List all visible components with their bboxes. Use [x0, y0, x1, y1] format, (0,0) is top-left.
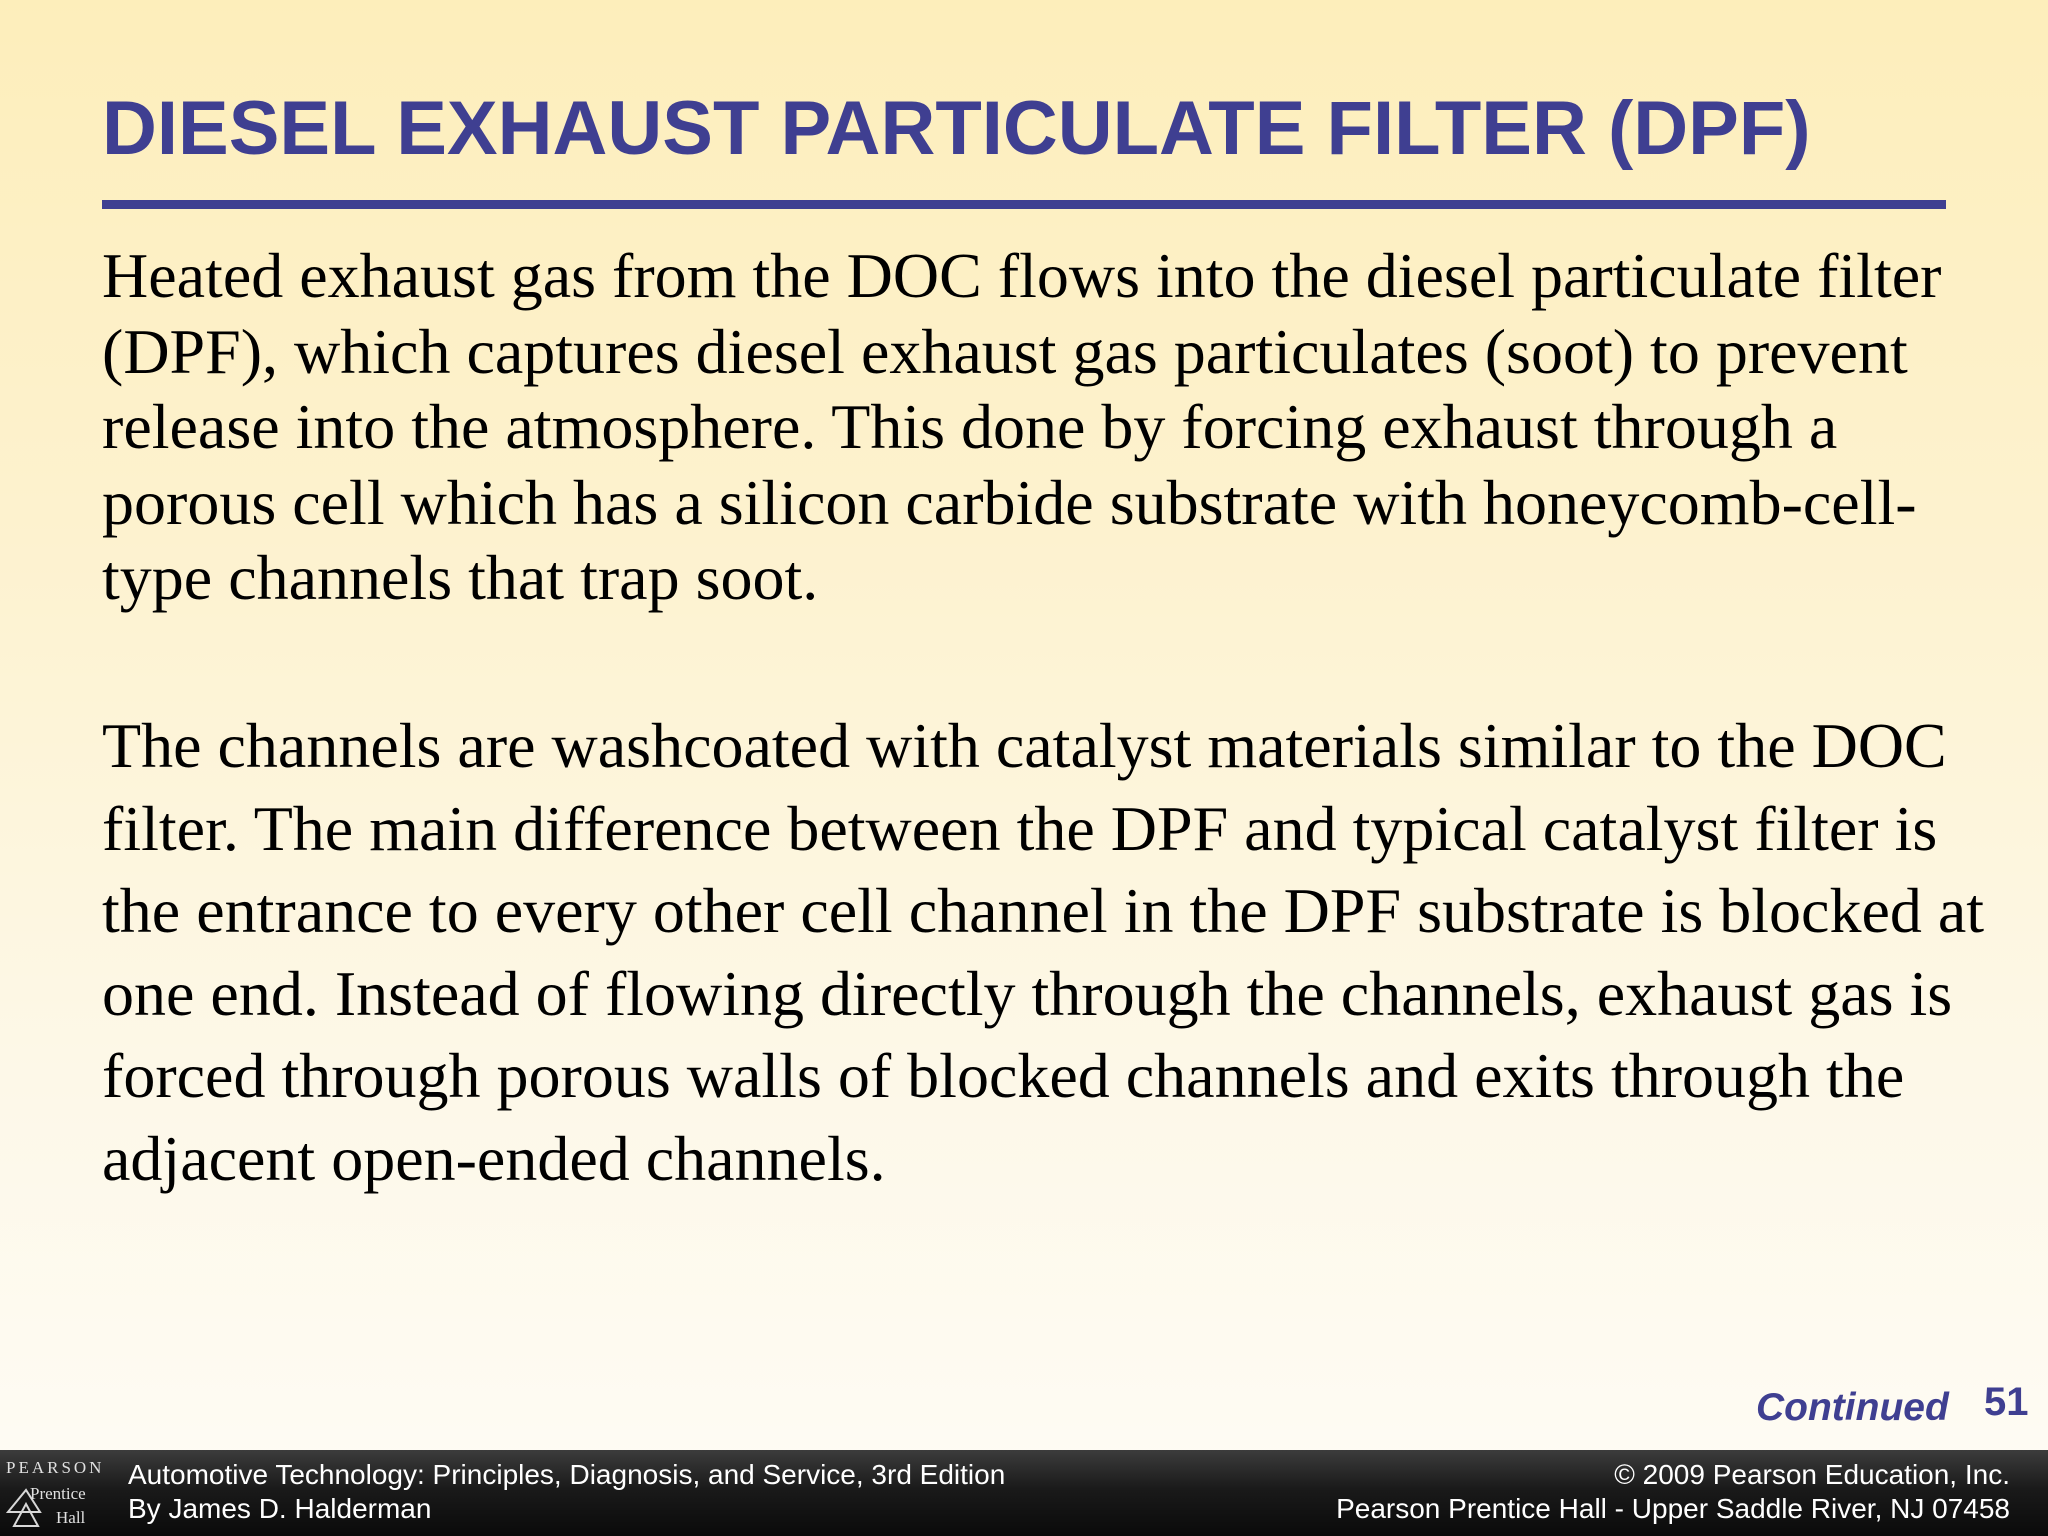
pearson-prentice-hall-logo: [0, 1450, 104, 1536]
logo-wordmark-line1: Prentice: [30, 1484, 86, 1503]
logo-wordmark-line2: Hall: [56, 1508, 86, 1527]
logo-brand-text: PEARSON: [6, 1458, 105, 1477]
footer-bar: [0, 1450, 2048, 1536]
page-number: 51: [1984, 1380, 2029, 1424]
slide-title: DIESEL EXHAUST PARTICULATE FILTER (DPF): [102, 86, 1811, 171]
body-paragraph-1: Heated exhaust gas from the DOC flows into the diesel particulate filter (DPF), which captures diesel exhaust gas particulates (soot) to prevent release into the atmosphere. This done by forcing exhaust through a porous cell which has a silicon carbide substrate with honeycomb-cell-type channels that trap soot.: [102, 240, 1942, 613]
footer-publisher-address: Pearson Prentice Hall - Upper Saddle River, NJ 07458: [1336, 1493, 2010, 1524]
title-divider: [102, 200, 1946, 209]
footer-book-title: Automotive Technology: Principles, Diagnosis, and Service, 3rd Edition: [128, 1459, 1006, 1490]
footer-author: By James D. Halderman: [128, 1493, 432, 1524]
body-paragraph-2: The channels are washcoated with catalyst materials similar to the DOC filter. The main difference between the DPF and typical catalyst filter is the entrance to every other cell channel in the DPF substrate is blocked at one end. Instead of flowing directly through the channels, exhaust gas is forced through porous walls of blocked channels and exits through the adjacent open-ended channels.: [102, 710, 1985, 1194]
footer-copyright: © 2009 Pearson Education, Inc.: [1614, 1459, 2010, 1490]
continued-label: Continued: [1756, 1386, 1949, 1429]
